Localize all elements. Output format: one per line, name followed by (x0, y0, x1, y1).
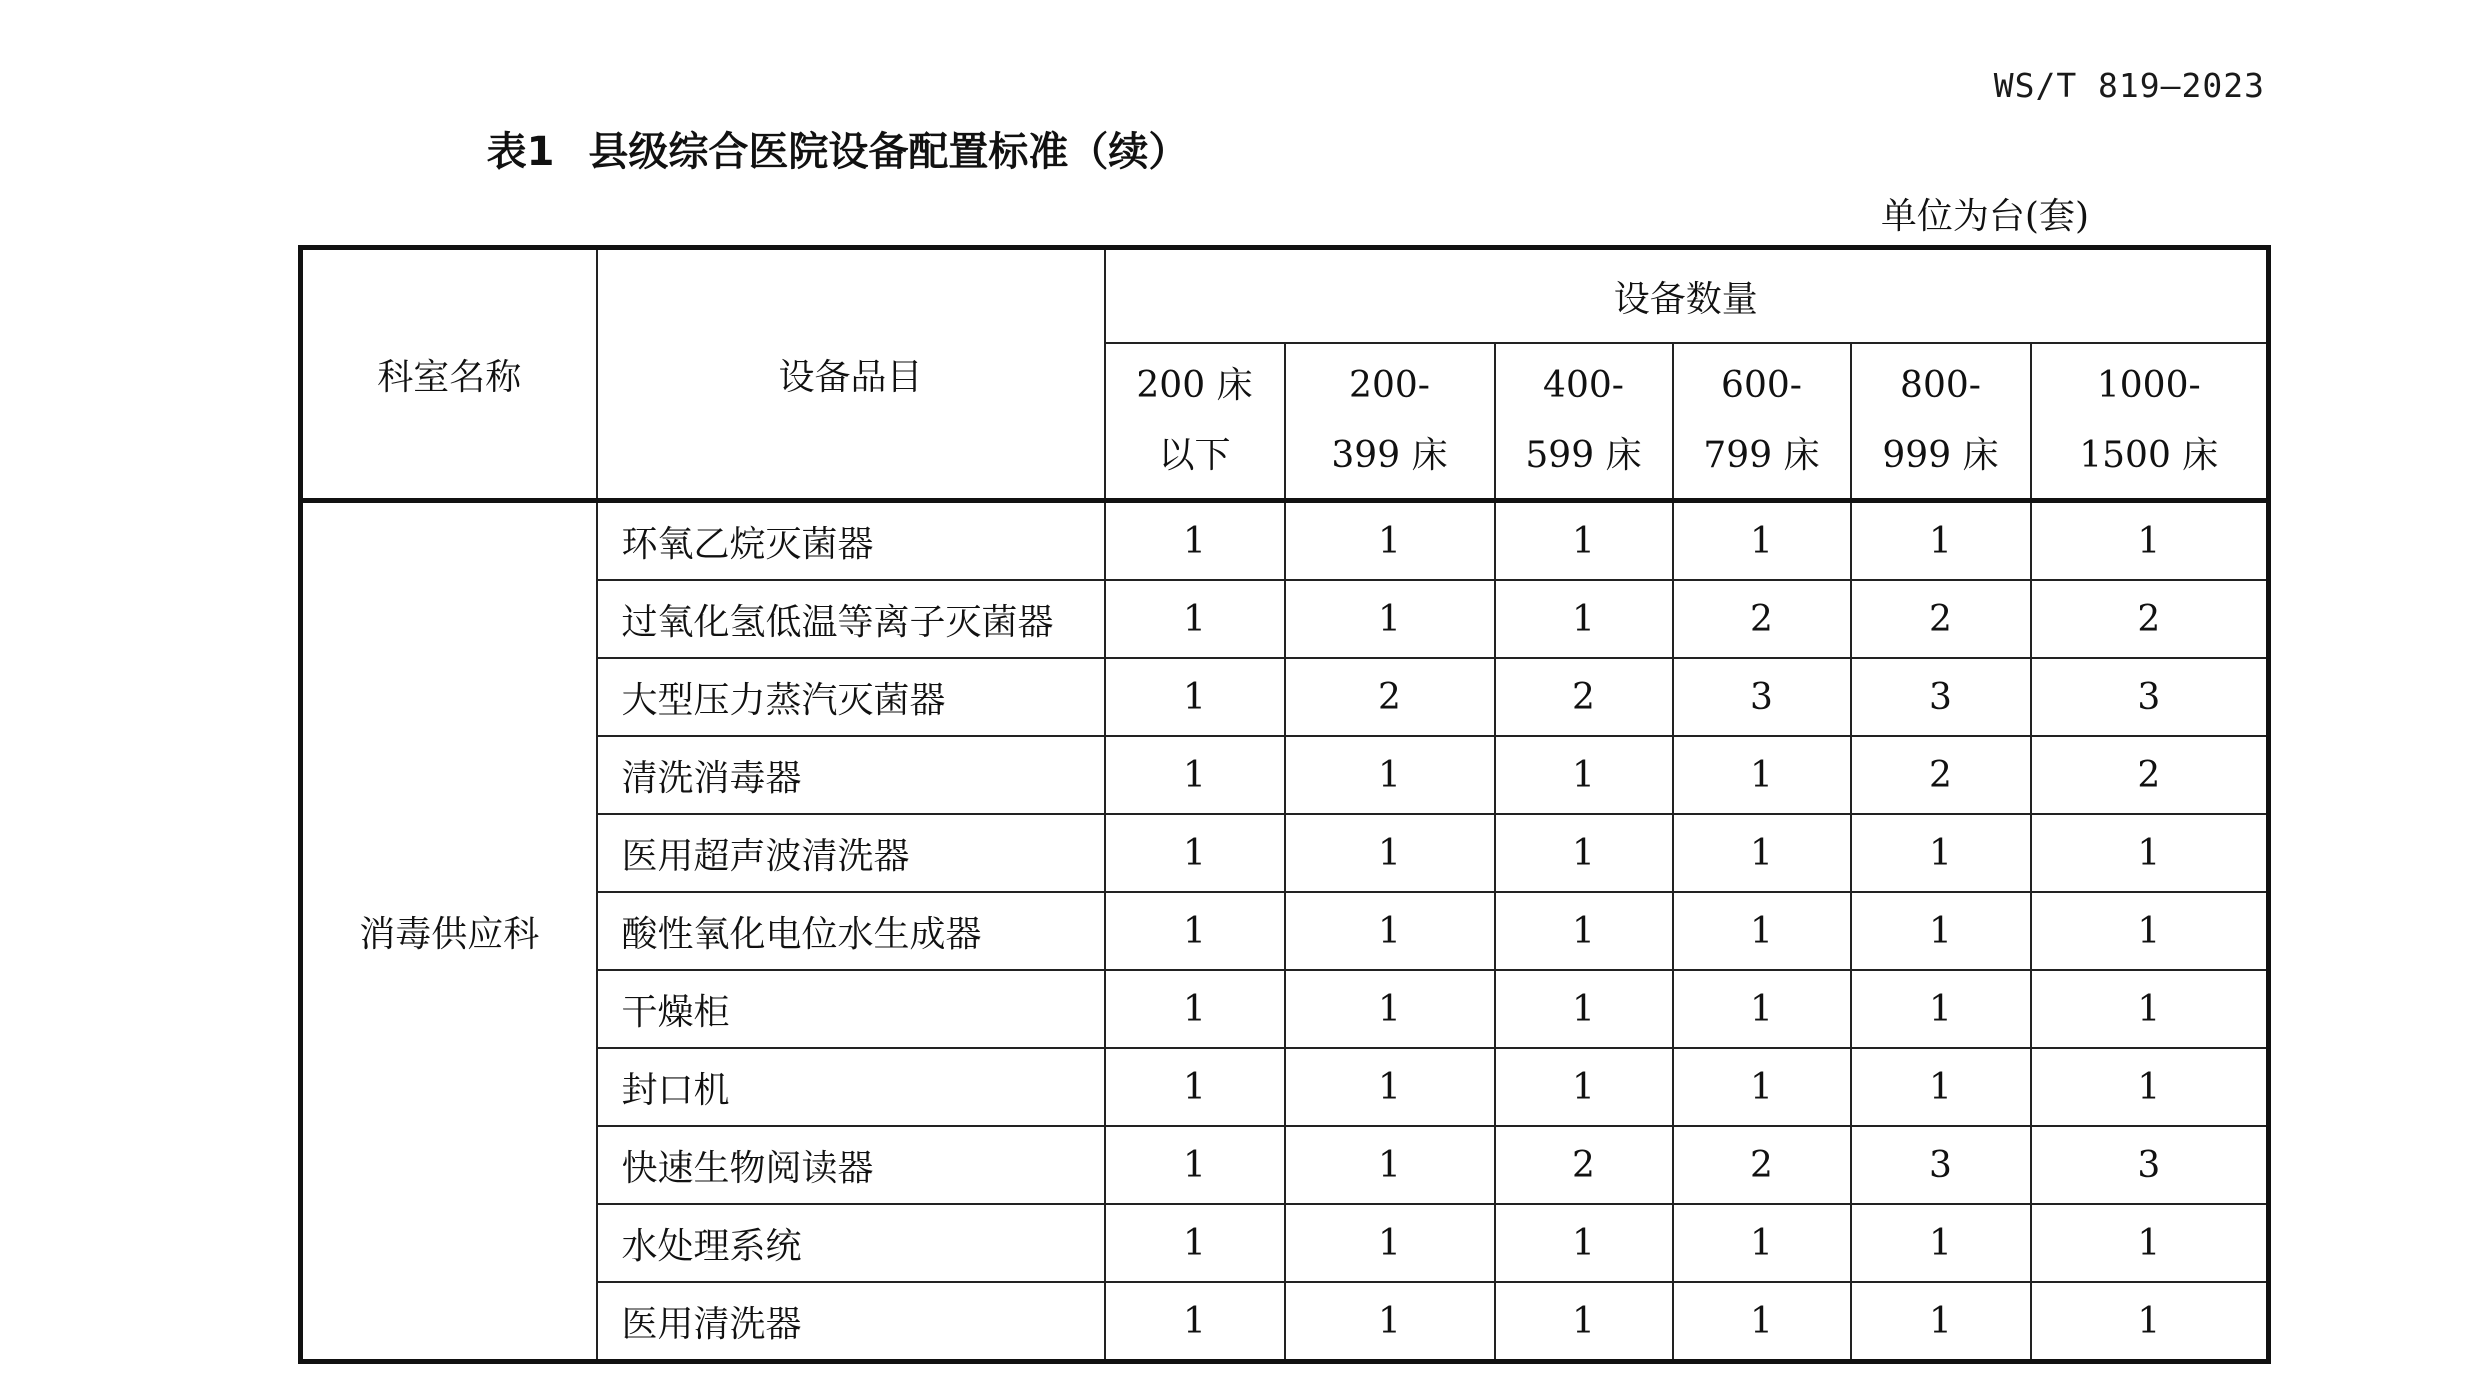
quantity-cell: 2 (2031, 736, 2269, 814)
quantity-cell: 3 (2031, 658, 2269, 736)
equipment-item-cell: 酸性氧化电位水生成器 (597, 892, 1105, 970)
quantity-cell: 1 (1285, 580, 1495, 658)
equipment-item-cell: 清洗消毒器 (597, 736, 1105, 814)
quantity-cell: 3 (1851, 658, 2031, 736)
header-bed-size-line1: 1000- (2096, 365, 2201, 406)
quantity-cell: 1 (1285, 892, 1495, 970)
quantity-cell: 1 (1851, 1204, 2031, 1282)
quantity-cell: 1 (1495, 970, 1673, 1048)
quantity-cell: 1 (1285, 1282, 1495, 1362)
table-row (301, 658, 2269, 736)
quantity-cell: 1 (1105, 1126, 1285, 1204)
quantity-cell: 1 (1673, 1048, 1851, 1126)
quantity-cell: 1 (1851, 1282, 2031, 1362)
quantity-cell: 1 (2031, 892, 2269, 970)
table-row (301, 892, 2269, 970)
table-row (301, 1048, 2269, 1126)
table-row (301, 1126, 2269, 1204)
table-title-text: 县级综合医院设备配置标准（续） (588, 129, 1189, 175)
quantity-cell: 1 (1673, 736, 1851, 814)
quantity-cell: 1 (1673, 970, 1851, 1048)
quantity-cell: 1 (1851, 814, 2031, 892)
quantity-cell: 1 (1495, 1282, 1673, 1362)
quantity-cell: 1 (2031, 1282, 2269, 1362)
quantity-cell: 1 (1673, 892, 1851, 970)
standard-code: WS/T 819—2023 (1993, 66, 2265, 105)
table-row (301, 814, 2269, 892)
header-bed-size-line1: 200- (1349, 365, 1430, 406)
quantity-cell: 1 (1105, 1282, 1285, 1362)
quantity-cell: 1 (1851, 1048, 2031, 1126)
quantity-cell: 3 (1851, 1126, 2031, 1204)
equipment-item-cell: 大型压力蒸汽灭菌器 (597, 658, 1105, 736)
equipment-item-cell: 过氧化氢低温等离子灭菌器 (597, 580, 1105, 658)
quantity-cell: 1 (1495, 736, 1673, 814)
header-bed-size (1285, 343, 1495, 501)
quantity-cell: 1 (1285, 501, 1495, 581)
table-row (301, 1282, 2269, 1362)
quantity-cell: 3 (1673, 658, 1851, 736)
header-dept: 科室名称 (301, 248, 597, 501)
department-cell: 消毒供应科 (301, 501, 597, 1362)
equipment-item-cell: 水处理系统 (597, 1204, 1105, 1282)
quantity-cell: 1 (1673, 1282, 1851, 1362)
equipment-item-cell: 封口机 (597, 1048, 1105, 1126)
quantity-cell: 2 (1673, 1126, 1851, 1204)
quantity-cell: 1 (2031, 970, 2269, 1048)
quantity-cell: 1 (1495, 501, 1673, 581)
quantity-cell: 1 (1105, 1048, 1285, 1126)
quantity-cell: 1 (1105, 580, 1285, 658)
quantity-cell: 1 (1105, 970, 1285, 1048)
header-bed-size (1673, 343, 1851, 501)
quantity-cell: 1 (1673, 1204, 1851, 1282)
quantity-cell: 1 (2031, 814, 2269, 892)
quantity-cell: 1 (1285, 814, 1495, 892)
header-bed-size (2031, 343, 2269, 501)
equipment-item-cell: 医用超声波清洗器 (597, 814, 1105, 892)
quantity-cell: 2 (1851, 736, 2031, 814)
quantity-cell: 1 (1851, 970, 2031, 1048)
table-row (301, 1204, 2269, 1282)
table-body (301, 501, 2269, 1362)
quantity-cell: 1 (1105, 501, 1285, 581)
header-bed-size-line2: 799 床 (1703, 435, 1820, 476)
quantity-cell: 1 (1285, 1204, 1495, 1282)
header-bed-size-line1: 600- (1721, 365, 1802, 406)
quantity-cell: 1 (1285, 1126, 1495, 1204)
quantity-cell: 1 (1105, 892, 1285, 970)
header-bed-size (1495, 343, 1673, 501)
table-number: 表1 (486, 129, 555, 175)
quantity-cell: 1 (1285, 736, 1495, 814)
header-bed-size-line2: 以下 (1158, 435, 1231, 476)
quantity-cell: 1 (1105, 814, 1285, 892)
quantity-cell: 1 (1673, 814, 1851, 892)
equipment-item-cell: 干燥柜 (597, 970, 1105, 1048)
quantity-cell: 1 (1495, 892, 1673, 970)
header-bed-size-line2: 999 床 (1882, 435, 1999, 476)
quantity-cell: 1 (1105, 658, 1285, 736)
equipment-table (298, 245, 2271, 1364)
quantity-cell: 2 (1495, 1126, 1673, 1204)
quantity-cell: 2 (2031, 580, 2269, 658)
quantity-cell: 1 (1495, 1048, 1673, 1126)
quantity-cell: 1 (1495, 814, 1673, 892)
quantity-cell: 1 (1105, 1204, 1285, 1282)
header-bed-size (1105, 343, 1285, 501)
header-bed-size-line1: 200 床 (1136, 365, 1253, 406)
header-quantity-group: 设备数量 (1105, 248, 2269, 344)
quantity-cell: 1 (1285, 1048, 1495, 1126)
table-row (301, 580, 2269, 658)
quantity-cell: 1 (1495, 1204, 1673, 1282)
quantity-cell: 2 (1851, 580, 2031, 658)
header-bed-size-line1: 800- (1900, 365, 1981, 406)
table-row (301, 501, 2269, 581)
equipment-item-cell: 医用清洗器 (597, 1282, 1105, 1362)
header-bed-size-line2: 1500 床 (2079, 435, 2219, 476)
unit-note: 单位为台(套) (1880, 196, 2089, 237)
equipment-item-cell: 环氧乙烷灭菌器 (597, 501, 1105, 581)
quantity-cell: 1 (1673, 501, 1851, 581)
quantity-cell: 1 (1285, 970, 1495, 1048)
quantity-cell: 1 (2031, 1204, 2269, 1282)
quantity-cell: 3 (2031, 1126, 2269, 1204)
quantity-cell: 2 (1495, 658, 1673, 736)
quantity-cell: 1 (1851, 892, 2031, 970)
quantity-cell: 2 (1285, 658, 1495, 736)
quantity-cell: 1 (1851, 501, 2031, 581)
quantity-cell: 2 (1673, 580, 1851, 658)
header-item: 设备品目 (597, 248, 1105, 501)
header-bed-size-line1: 400- (1543, 365, 1624, 406)
header-bed-size (1851, 343, 2031, 501)
quantity-cell: 1 (1495, 580, 1673, 658)
header-bed-size-line2: 399 床 (1331, 435, 1448, 476)
table-title (0, 120, 1675, 177)
table-row (301, 970, 2269, 1048)
quantity-cell: 1 (2031, 501, 2269, 581)
quantity-cell: 1 (1105, 736, 1285, 814)
header-bed-size-line2: 599 床 (1525, 435, 1642, 476)
quantity-cell: 1 (2031, 1048, 2269, 1126)
table-row (301, 736, 2269, 814)
equipment-item-cell: 快速生物阅读器 (597, 1126, 1105, 1204)
